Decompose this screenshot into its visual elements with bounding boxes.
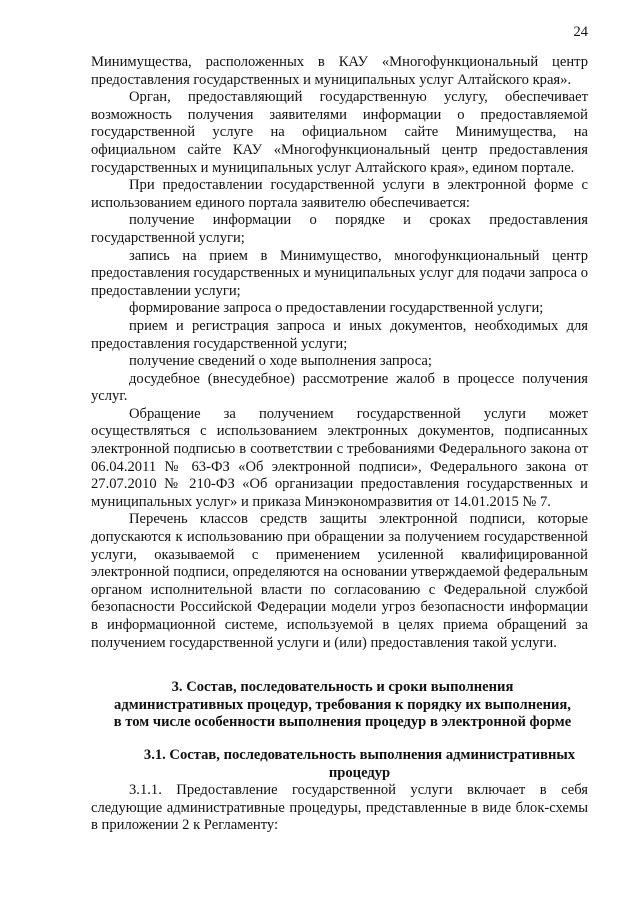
- section-3-heading: [91, 679, 588, 732]
- section-3-heading-line-1: 3. Состав, последовательность и сроки выполнения: [171, 679, 514, 696]
- list-item-request-forming: формирование запроса о предоставлении государственной услуги;: [129, 300, 544, 317]
- list-item-reception: прием и регистрация запроса и иных документов, необходимых для предоставления государственной услуги;: [91, 317, 588, 352]
- section-3-1-heading: [91, 747, 588, 782]
- section-3-1-heading-line-2: процедур: [328, 764, 391, 781]
- list-item-info: получение информации о порядке и сроках предоставления государственной услуги;: [91, 212, 588, 246]
- item-3-1-1: 3.1.1. Предоставление государственной услуги включает в себя следующие административные процедуры, представленные в виде блок-схемы в приложении 2 к Регламенту:: [91, 782, 588, 834]
- list-item-status: получение сведений о ходе выполнения запроса;: [129, 353, 432, 370]
- section-3-1-heading-line-1: 3.1. Состав, последовательность выполнения административных: [143, 746, 576, 763]
- section-3-heading-line-2: административных процедур, требования к порядку их выполнения,: [114, 696, 571, 713]
- list-item-complaints: досудебное (внесудебное) рассмотрение жалоб в процессе получения услуг.: [91, 370, 588, 405]
- paragraph-protection-classes: Перечень классов средств защиты электронной подписи, которые допускаются к использованию при обращении за получением государственной услуги, оказываемой с применением усиленной квалифицированной электронной подписи, определяются на основании утверждаемой федеральным органом исполнительной власти по согласованию с Федеральной службой безопасности Российской Федерации модели угроз безопасности информации в информационной системе, используемой в целях приема обращений за получением государственной услуги и (или) предоставления такой услуги.: [91, 511, 588, 651]
- paragraph-1: Минимущества, расположенных в КАУ «Многофункциональный центр предоставления государственных и муниципальных услуг Алтайского края».: [91, 54, 588, 88]
- section-3-heading-line-3: в том числе особенности выполнения процедур в электронной форме: [113, 714, 572, 731]
- paragraph-3: При предоставлении государственной услуги в электронной форме с использованием единого портала заявителю обеспечивается:: [91, 177, 588, 211]
- paragraph-2: Орган, предоставляющий государственную услугу, обеспечивает возможность получения заявителями информации о предоставляемой государственной услуге на официальном сайте Минимущества, на официальном сайте КАУ «Многофункциональный центр предоставления государственных и муниципальных услуг Алтайского края», едином портале.: [91, 89, 588, 176]
- page-number: 24: [573, 24, 588, 40]
- list-item-appointment: запись на прием в Минимущество, многофункциональный центр предоставления государственных и муниципальных услуг для подачи запроса о предоставлении услуги;: [91, 247, 588, 299]
- paragraph-electronic-docs: Обращение за получением государственной услуги может осуществляться с использованием электронных документов, подписанных электронной подписью в соответствии с требованиями Федерального закона от 06.04.2011 № 63-ФЗ «Об электронной подписи», Федерального закона от 27.07.2010 № 210-ФЗ «Об организации предоставления государственных и муниципальных услуг» и приказа Минэкономразвития от 14.01.2015 № 7.: [91, 405, 588, 510]
